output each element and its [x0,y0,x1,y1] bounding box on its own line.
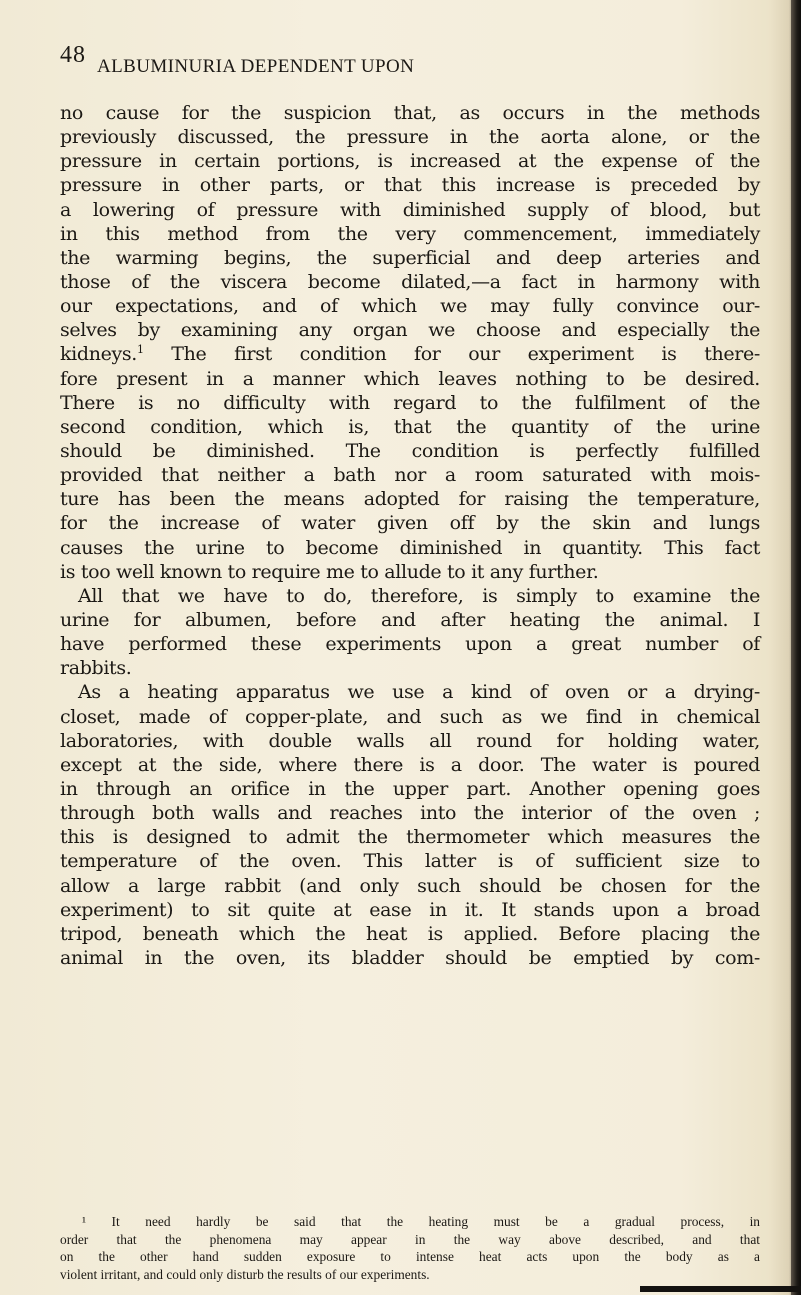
line-text: selves by examining any organ we choose and especially the [60,319,760,342]
body-line [60,922,760,946]
line-text: All that we have to do, therefore, is simply to examine the [78,584,760,607]
line-text: fore present in a manner which leaves nothing to be desired. [60,367,760,390]
body-line [60,680,760,704]
body-line [60,173,760,197]
line-text: As a heating apparatus we use a kind of oven or a drying- [78,681,760,704]
body-line [60,560,760,584]
footnote-line [60,1213,760,1231]
body-line [60,777,760,801]
body-line [60,825,760,849]
body-line [60,101,760,125]
body-line [60,584,760,608]
line-text: our expectations, and of which we may fully convince our- [60,295,760,318]
line-text: in this method from the very commencement, immediately [60,222,760,245]
body-line [60,294,760,318]
body-line [60,125,760,149]
body-line [60,874,760,898]
body-line [60,318,760,342]
body-line [60,511,760,535]
footnote-line [60,1231,760,1249]
body-line [60,246,760,270]
line-text: pressure in certain portions, is increased at the expense of the [60,150,760,173]
body-text [60,101,760,970]
body-line [60,463,760,487]
line-text: ture has been the means adopted for raising the temperature, [60,488,760,511]
line-text: animal in the oven, its bladder should be emptied by com- [60,946,760,969]
line-text: ¹ It need hardly be said that the heating must be a gradual process, in [82,1214,760,1229]
line-text: allow a large rabbit (and only such should be chosen for the [60,874,760,897]
body-line [60,898,760,922]
body-line [60,536,760,560]
line-text: There is no difficulty with regard to the fulfilment of the [60,391,760,414]
line-text: tripod, beneath which the heat is applied. Before placing the [60,922,760,945]
body-line [60,367,760,391]
line-text: kidneys. [60,343,137,366]
line-text: temperature of the oven. This latter is of sufficient size to [60,850,760,873]
line-text: pressure in other parts, or that this increase is preceded by [60,174,760,197]
line-text: this is designed to admit the thermometer which measures the [60,826,760,849]
line-text: should be diminished. The condition is perfectly fulfilled [60,439,760,462]
line-text: provided that neither a bath nor a room saturated with mois- [60,464,760,487]
line-text: order that the phenomena may appear in the way above described, and that [60,1231,760,1247]
body-line [60,198,760,222]
footnote-line [60,1248,760,1266]
body-line [60,608,760,632]
page-number: 48 [60,42,86,68]
line-text: in through an orifice in the upper part. Another opening goes [60,777,760,800]
line-text: urine for albumen, before and after heating the animal. I [60,608,760,631]
line-text: causes the urine to become diminished in quantity. This fact [60,536,760,559]
line-text: those of the viscera become dilated,—a fact in harmony with [60,270,760,293]
line-text: except at the side, where there is a door. The water is poured [60,753,760,776]
body-line [60,149,760,173]
body-line [60,801,760,825]
body-line [60,222,760,246]
line-text: experiment) to sit quite at ease in it. It stands upon a broad [60,898,760,921]
body-line [60,439,760,463]
line-text: previously discussed, the pressure in the aorta alone, or the [60,126,760,149]
body-line [60,391,760,415]
body-line [60,753,760,777]
body-line [60,946,760,970]
line-text: laboratories, with double walls all round for holding water, [60,729,760,752]
running-head: ALBUMINURIA DEPENDENT UPON [97,56,415,77]
line-text: rabbits. [60,657,132,680]
footnotes [60,1213,760,1283]
bottom-edge-shadow [640,1286,801,1292]
body-line [60,705,760,729]
line-text-continued: The first condition for our experiment is there- [143,343,760,366]
line-text: a lowering of pressure with diminished supply of blood, but [60,198,760,221]
body-line [60,632,760,656]
body-line [60,415,760,439]
line-text: have performed these experiments upon a great number of [60,633,760,656]
body-line [60,342,760,366]
line-text: through both walls and reaches into the interior of the oven ; [60,802,760,825]
line-text: no cause for the suspicion that, as occurs in the methods [60,102,760,124]
line-text: violent irritant, and could only disturb the results of our experiments. [60,1266,430,1282]
footnote-marker: 1 [136,343,144,357]
body-line [60,849,760,873]
line-text: on the other hand sudden exposure to intense heat acts upon the body as a [60,1249,760,1264]
footnote-line [60,1266,760,1284]
body-line [60,487,760,511]
line-text: the warming begins, the superficial and deep arteries and [60,246,760,269]
line-text: is too well known to require me to allude to it any further. [60,560,599,583]
page-header [60,42,760,90]
page-edge-shadow [791,0,801,1295]
line-text: closet, made of copper-plate, and such as we find in chemical [60,705,760,728]
line-text: second condition, which is, that the quantity of the urine [60,415,760,438]
line-text: for the increase of water given off by the skin and lungs [60,512,760,535]
body-line [60,729,760,753]
body-line [60,656,760,680]
body-line [60,270,760,294]
